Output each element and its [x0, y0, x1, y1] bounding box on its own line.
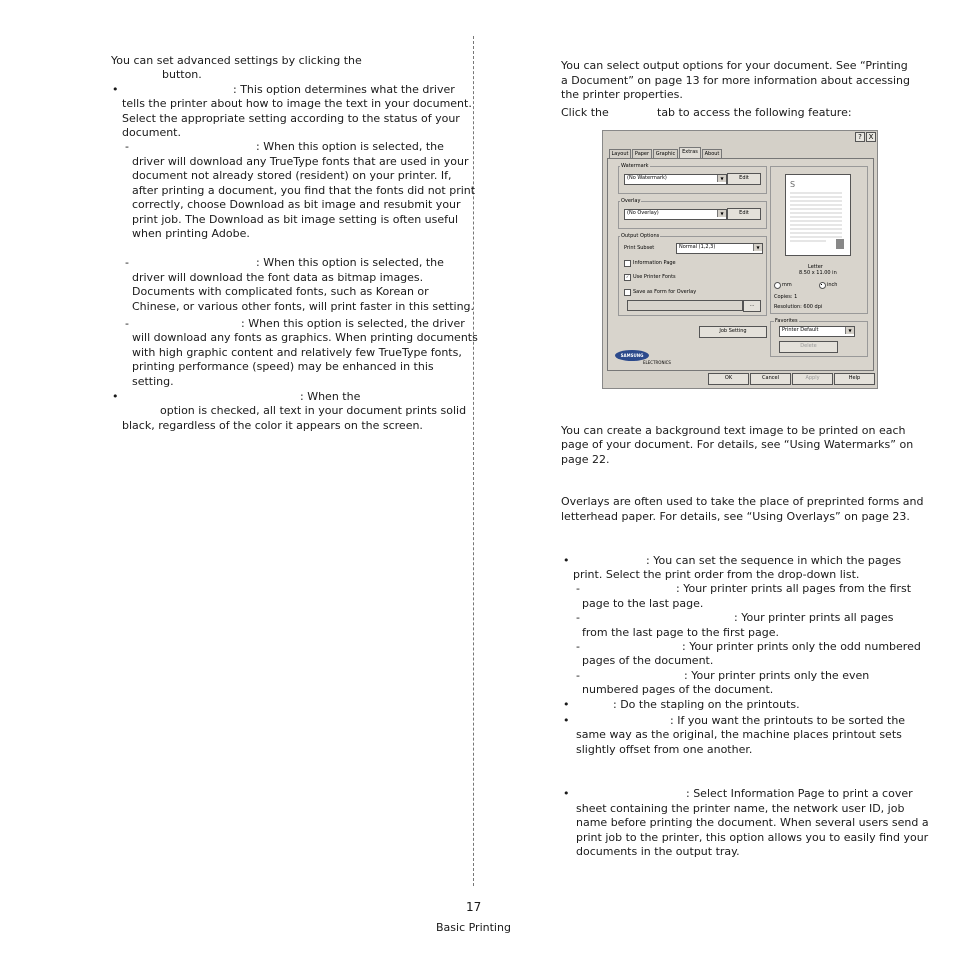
- watermark-value: (No Watermark): [627, 175, 667, 181]
- offset-head: : If you want the printouts to be sorted the: [670, 714, 906, 727]
- output-intro: a Document” on page 13 for more information about accessing: [561, 74, 910, 87]
- sub3-line: printing performance (speed) may be enhanced in this: [132, 360, 434, 373]
- offset-line: slightly offset from one another.: [576, 743, 753, 756]
- save-overlay-label: Save as Form for Overlay: [633, 289, 697, 295]
- tab-about[interactable]: About: [702, 149, 722, 159]
- overlay-path-field[interactable]: [627, 300, 743, 311]
- use-printer-fonts-label: Use Printer Fonts: [633, 274, 676, 280]
- use-printer-fonts-checkbox[interactable]: ✓: [625, 274, 630, 279]
- intro-line-1: You can set advanced settings by clicking the: [111, 54, 362, 67]
- reverse-head: : Your printer prints all pages: [734, 611, 894, 624]
- page-preview: [785, 174, 851, 256]
- item1-line: document.: [122, 126, 181, 139]
- save-overlay-checkbox[interactable]: [624, 289, 631, 296]
- footer-section: Basic Printing: [436, 921, 511, 934]
- bullet: •: [563, 698, 570, 711]
- cancel-button[interactable]: Cancel: [750, 373, 791, 385]
- dash: -: [125, 317, 129, 330]
- watermark-para: You can create a background text image to be printed on each: [561, 424, 906, 437]
- offset-line: same way as the original, the machine places printout sets: [576, 728, 902, 741]
- info-line: documents in the output tray.: [576, 845, 740, 858]
- chevron-down-icon: ▼: [845, 327, 854, 334]
- sub1-line: document not already stored (resident) on your printer. If,: [132, 169, 452, 182]
- sub2-line: Chinese, or various other fonts, will print faster in this setting.: [132, 300, 475, 313]
- column-divider: [473, 36, 474, 886]
- click-the: Click the: [561, 106, 609, 119]
- watermark-edit-button[interactable]: Edit: [727, 173, 761, 185]
- intro-line-2: button.: [162, 68, 202, 81]
- mm-radio[interactable]: [774, 282, 781, 289]
- inch-radio[interactable]: [819, 282, 826, 289]
- print-subset-value: Normal (1,2,3): [679, 244, 716, 250]
- apply-button[interactable]: Apply: [792, 373, 833, 385]
- inch-label: inch: [827, 282, 838, 288]
- even-head: : Your printer prints only the even: [684, 669, 870, 682]
- overlay-label: Overlay: [621, 198, 641, 204]
- item1-head: : This option determines what the driver: [233, 83, 455, 96]
- sub3-line: with high graphic content and relatively few TrueType fonts,: [132, 346, 462, 359]
- help-icon[interactable]: ?: [855, 132, 865, 142]
- sub2-head: : When this option is selected, the: [256, 256, 444, 269]
- delete-button[interactable]: Delete: [779, 341, 838, 353]
- bullet: •: [112, 83, 119, 96]
- odd-head: : Your printer prints only the odd numbered: [682, 640, 921, 653]
- item1-line: tells the printer about how to image the text in your document.: [122, 97, 472, 110]
- sub3-line: setting.: [132, 375, 174, 388]
- chevron-down-icon: ▼: [717, 210, 726, 217]
- chevron-down-icon: ▼: [717, 175, 726, 182]
- sub2-line: Documents with complicated fonts, such as Korean or: [132, 285, 429, 298]
- output-intro: You can select output options for your document. See “Printing: [561, 59, 908, 72]
- dialog-titlebar: [603, 131, 877, 143]
- item2-line: black, regardless of the color it appears on the screen.: [122, 419, 423, 432]
- sub1-line: when printing Adobe.: [132, 227, 250, 240]
- bullet: •: [563, 787, 570, 800]
- normal-line: page to the last page.: [582, 597, 704, 610]
- sub3-head: : When this option is selected, the driver: [241, 317, 465, 330]
- favorites-label: Favorites: [775, 318, 798, 324]
- page-preview-graphic: [786, 175, 848, 253]
- tab-paper[interactable]: Paper: [632, 149, 652, 159]
- item2-head: : When the: [300, 390, 361, 403]
- logo-subtitle: ELECTRONICS: [643, 360, 671, 365]
- job-setting-button[interactable]: Job Setting: [699, 326, 767, 338]
- bullet: •: [563, 554, 570, 567]
- info-line: name before printing the document. When several users send a: [576, 816, 929, 829]
- sub1-line: after printing a document, you find that the fonts did not print: [132, 184, 476, 197]
- print-subset-label: Print Subset: [624, 245, 655, 251]
- staple-head: : Do the stapling on the printouts.: [613, 698, 800, 711]
- sub1-line: print job. The Download as bit image setting is often useful: [132, 213, 459, 226]
- dash: -: [125, 256, 129, 269]
- reverse-line: from the last page to the first page.: [582, 626, 780, 639]
- overlay-para: letterhead paper. For details, see “Using Overlays” on page 23.: [561, 510, 910, 523]
- tab-extras[interactable]: Extras: [679, 147, 701, 159]
- browse-button[interactable]: ...: [743, 300, 761, 312]
- page-number: 17: [466, 900, 482, 914]
- overlay-value: (No Overlay): [627, 210, 659, 216]
- item1-line: Select the appropriate setting according to the status of your: [122, 112, 460, 125]
- overlay-select[interactable]: [624, 209, 727, 220]
- tab-access: tab to access the following feature:: [657, 106, 852, 119]
- dash: -: [576, 611, 580, 624]
- print-order-head: : You can set the sequence in which the pages: [646, 554, 902, 567]
- ok-button[interactable]: OK: [708, 373, 749, 385]
- copies: Copies: 1: [774, 294, 798, 300]
- help-button[interactable]: Help: [834, 373, 875, 385]
- sub1-head: : When this option is selected, the: [256, 140, 444, 153]
- overlay-para: Overlays are often used to take the place of preprinted forms and: [561, 495, 924, 508]
- favorites-select[interactable]: [779, 326, 855, 337]
- paper-size: 8.50 x 11.00 in: [799, 270, 837, 276]
- info-head: : Select Information Page to print a cover: [686, 787, 913, 800]
- resolution: Resolution: 600 dpi: [774, 304, 823, 310]
- dash: -: [125, 140, 129, 153]
- tab-graphic[interactable]: Graphic: [653, 149, 678, 159]
- mm-label: mm: [782, 282, 792, 288]
- samsung-logo: SAMSUNG: [615, 350, 649, 361]
- output-intro: the printer properties.: [561, 88, 683, 101]
- even-line: numbered pages of the document.: [582, 683, 774, 696]
- favorites-value: Printer Default: [782, 327, 819, 333]
- dash: -: [576, 669, 580, 682]
- info-page-checkbox[interactable]: [624, 260, 631, 267]
- info-page-label: Information Page: [633, 260, 676, 266]
- print-subset-select[interactable]: [676, 243, 763, 254]
- watermark-select[interactable]: [624, 174, 727, 185]
- tab-layout[interactable]: Layout: [609, 149, 631, 159]
- odd-line: pages of the document.: [582, 654, 714, 667]
- sub2-line: driver will download the font data as bitmap images.: [132, 271, 424, 284]
- bullet: •: [563, 714, 570, 727]
- bullet: •: [112, 390, 119, 403]
- sub1-line: correctly, choose Download as bit image and resubmit your: [132, 198, 461, 211]
- info-line: print job to the printer, this option allows you to easily find your: [576, 831, 929, 844]
- sub1-line: driver will download any TrueType fonts that are used in your: [132, 155, 469, 168]
- output-options-label: Output Options: [621, 233, 660, 239]
- item2-line: option is checked, all text in your document prints solid: [160, 404, 467, 417]
- info-line: sheet containing the printer name, the network user ID, job: [576, 802, 905, 815]
- watermark-label: Watermark: [621, 163, 649, 169]
- watermark-para: page 22.: [561, 453, 610, 466]
- sub3-line: will download any fonts as graphics. When printing documents: [132, 331, 478, 344]
- chevron-down-icon: ▼: [753, 244, 762, 251]
- print-order-line: print. Select the print order from the drop-down list.: [573, 568, 860, 581]
- overlay-edit-button[interactable]: Edit: [727, 208, 761, 220]
- watermark-para: page of your document. For details, see “Using Watermarks” on: [561, 438, 914, 451]
- close-icon[interactable]: X: [866, 132, 876, 142]
- paper-name: Letter: [808, 264, 823, 270]
- preview-letter: S: [790, 180, 796, 189]
- normal-head: : Your printer prints all pages from the first: [676, 582, 912, 595]
- dash: -: [576, 640, 580, 653]
- dash: -: [576, 582, 580, 595]
